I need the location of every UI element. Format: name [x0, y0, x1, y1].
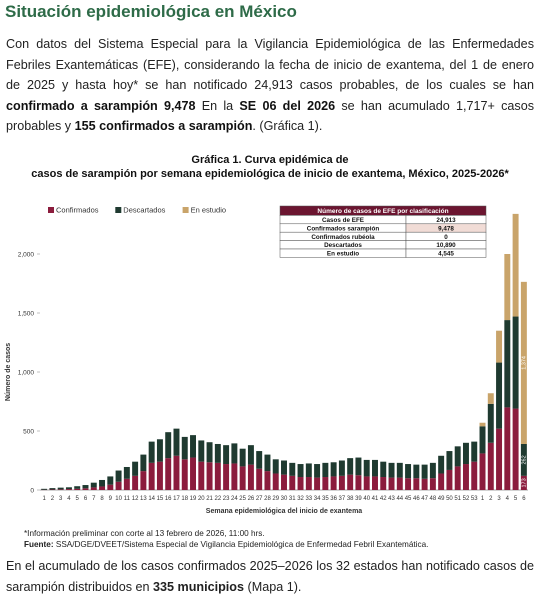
outro-text-1: En el acumulado de los casos confirmados 2025–2026 los 32 estados han notificado casos de sarampión distribuidos en [6, 559, 534, 594]
bar-confirmados [446, 470, 452, 490]
bar-confirmados [496, 429, 502, 490]
x-tick-label: 26 [247, 496, 255, 502]
bar-descartados [314, 464, 320, 478]
x-tick-label: 37 [338, 496, 346, 502]
table-row-label: Casos de EFE [322, 217, 364, 224]
bar-confirmados [380, 477, 386, 490]
outro-paragraph [6, 556, 534, 597]
bar-confirmados [405, 478, 411, 490]
x-tick-label: 47 [421, 496, 428, 502]
outro-text-2: (Mapa 1). [244, 579, 302, 594]
bar-confirmados [314, 478, 320, 490]
bar-confirmados [331, 476, 337, 490]
x-tick-label: 52 [462, 496, 470, 502]
source-line [24, 540, 428, 549]
x-tick-label: 15 [156, 496, 164, 502]
bar-descartados [405, 464, 411, 478]
legend-swatch [183, 207, 189, 213]
x-tick-label: 18 [181, 496, 189, 502]
x-tick-label: 30 [280, 496, 288, 502]
legend-swatch [115, 207, 121, 213]
bar-descartados [513, 317, 519, 409]
bar-descartados [49, 488, 55, 489]
bar-descartados [273, 459, 279, 473]
legend-label: Descartados [123, 205, 166, 215]
x-tick-label: 39 [355, 496, 362, 502]
bar-descartados [463, 443, 469, 464]
x-tick-label: 43 [388, 496, 395, 502]
x-tick-label: 25 [239, 496, 246, 502]
bar-confirmados [223, 464, 229, 490]
intro-week: SE 06 del 2026 [239, 98, 336, 113]
x-tick-label: 16 [164, 496, 172, 502]
x-tick-label: 35 [322, 496, 329, 502]
bar-confirmados [455, 466, 461, 490]
x-tick-label: 6 [83, 496, 88, 502]
x-tick-label: 41 [371, 496, 379, 502]
intro-text-1: Con datos del Sistema Especial para la Vigilancia Epidemiológica de las Enfermedades Febriles Exantemáticas (EFE), considerando la fecha de inicio de exantema, del 1 de enero de 2025 y hasta hoy* se han notificado 24,913 casos probables, de los cuales se han [6, 37, 534, 92]
bar-confirmados [463, 464, 469, 490]
bar-confirmados [149, 463, 155, 490]
bar-descartados [496, 363, 502, 429]
x-tick-label: 34 [313, 496, 321, 502]
bar-descartados [322, 463, 328, 477]
x-tick-label: 7 [92, 496, 96, 502]
bar-descartados [182, 437, 188, 459]
legend-swatch [48, 207, 54, 213]
bar-confirmados [248, 465, 254, 490]
x-tick-label: 10 [115, 496, 122, 502]
x-tick-label: 49 [437, 496, 445, 502]
bar-descartados [480, 426, 486, 453]
bar-confirmados [480, 453, 486, 490]
bar-confirmados [504, 407, 510, 490]
bar-descartados [83, 485, 89, 488]
x-tick-label: 44 [396, 496, 404, 502]
bar-confirmados [289, 476, 295, 490]
intro-paragraph [6, 34, 534, 137]
bar-descartados [165, 432, 171, 458]
x-tick-label: 22 [214, 496, 222, 502]
x-tick-label: 6 [522, 496, 526, 502]
intro-confirmed-week: 155 confirmados a sarampión [74, 119, 253, 133]
bar-descartados [397, 463, 403, 478]
bar-confirmados [389, 478, 395, 490]
bar-confirmados [339, 476, 345, 490]
bar-confirmados [58, 489, 64, 490]
source-label: Fuente: [24, 540, 54, 549]
bar-confirmados [397, 478, 403, 490]
bar-descartados [380, 462, 386, 477]
x-tick-label: 27 [255, 496, 263, 502]
bar-confirmados [240, 466, 246, 490]
intro-text-2: En la [195, 98, 240, 113]
x-tick-label: 21 [206, 496, 213, 502]
bar-confirmados [74, 489, 80, 490]
x-tick-label: 24 [231, 496, 238, 502]
x-tick-label: 17 [173, 496, 180, 502]
bar-descartados [174, 429, 180, 456]
bar-descartados [58, 488, 64, 490]
bar-descartados [198, 440, 204, 461]
bar-descartados [446, 451, 452, 470]
bar-descartados [430, 463, 436, 478]
y-tick-label: 500 [23, 428, 34, 436]
x-tick-label: 51 [454, 496, 462, 502]
bar-confirmados [215, 463, 221, 490]
bar-confirmados [190, 458, 196, 490]
x-tick-label: 32 [297, 496, 304, 502]
bar-descartados [488, 404, 494, 443]
bar-descartados [190, 435, 196, 457]
x-tick-label: 45 [404, 496, 412, 502]
bar-descartados [140, 455, 146, 472]
bar-confirmados [165, 458, 171, 490]
table-header-text: Número de casos de EFE por clasificación [317, 207, 449, 215]
page-title: Situación epidemiológica en México [5, 2, 297, 21]
chart-title-line1: Gráfica 1. Curva epidémica de [191, 154, 349, 166]
x-tick-label: 2 [50, 496, 55, 502]
x-tick-label: 1 [480, 496, 485, 502]
intro-confirmed: confirmado a sarampión 9,478 [6, 98, 196, 113]
bar-confirmados [413, 478, 419, 490]
bar-descartados [41, 489, 47, 490]
bar-confirmados [132, 476, 138, 490]
bar-descartados [306, 463, 312, 477]
x-tick-label: 46 [412, 496, 420, 502]
bar-en-estudio [488, 393, 494, 404]
bar-confirmados [83, 488, 89, 490]
bar-en-estudio [496, 331, 502, 363]
bar-confirmados [355, 475, 361, 490]
bar-descartados [99, 480, 105, 486]
x-tick-label: 50 [446, 496, 453, 502]
bar-descartados [331, 462, 337, 476]
y-axis-label: Número de casos [5, 342, 12, 402]
y-tick-label: 1,000 [17, 369, 34, 377]
table-row-value: 0 [444, 233, 448, 241]
bar-descartados [157, 439, 163, 461]
intro-text-3: se han acumulado 1,717+ casos probables y [6, 98, 535, 133]
table-row-value: 9,478 [438, 225, 454, 233]
table-row-label: Confirmados rubéola [311, 233, 375, 241]
bar-confirmados [364, 476, 370, 490]
x-tick-label: 29 [272, 496, 280, 502]
bar-descartados [116, 471, 122, 482]
bar-descartados [347, 458, 353, 475]
x-tick-label: 2 [489, 496, 493, 502]
epidemic-curve-chart [0, 198, 540, 526]
x-tick-label: 14 [148, 496, 156, 502]
table-row-value: 10,890 [436, 242, 456, 250]
bar-descartados [264, 455, 270, 472]
bar-confirmados [347, 475, 353, 490]
bar-confirmados [306, 477, 312, 490]
bar-confirmados [207, 462, 213, 490]
bar-confirmados [438, 473, 444, 490]
bar-confirmados [281, 475, 287, 490]
bar-confirmados [273, 473, 279, 490]
x-tick-label: 1 [42, 496, 46, 502]
bar-descartados [413, 465, 419, 479]
bar-confirmados [198, 462, 204, 490]
bar-descartados [74, 486, 80, 489]
bar-confirmados [116, 482, 122, 490]
bar-confirmados [157, 462, 163, 490]
bar-confirmados [513, 409, 519, 490]
bar-confirmados [182, 459, 188, 490]
bar-descartados [124, 467, 130, 479]
x-tick-label: 38 [346, 496, 354, 502]
bar-descartados [355, 458, 361, 476]
bar-descartados [471, 442, 477, 462]
bar-descartados [389, 463, 395, 478]
x-tick-label: 31 [288, 496, 296, 502]
table-row-value: 24,913 [436, 217, 456, 224]
source-text: SSA/DGE/DVEET/Sistema Especial de Vigilancia Epidemiológica de Enfermedad Febril Exantemática. [53, 540, 429, 549]
x-tick-label: 5 [75, 496, 79, 502]
x-tick-label: 42 [379, 496, 387, 502]
data-label: 173 [521, 478, 528, 488]
x-tick-label: 40 [363, 496, 371, 502]
x-tick-label: 12 [131, 496, 139, 502]
x-tick-label: 3 [59, 496, 63, 502]
bar-confirmados [231, 463, 237, 490]
summary-table [280, 206, 486, 258]
x-tick-label: 4 [67, 496, 71, 502]
x-tick-label: 5 [513, 496, 518, 502]
bar-descartados [248, 445, 254, 464]
bar-confirmados [91, 487, 97, 490]
y-tick-label: 1,500 [17, 310, 34, 318]
bar-confirmados [107, 485, 113, 490]
bar-descartados [132, 462, 138, 476]
y-tick-label: 2,000 [17, 251, 34, 259]
outro-municipalities: 335 municipios [153, 579, 245, 594]
bar-en-estudio [504, 254, 510, 320]
x-tick-label: 9 [108, 496, 112, 502]
data-label: 1,374 [521, 356, 528, 370]
bar-confirmados [471, 462, 477, 490]
bar-descartados [298, 464, 304, 477]
x-tick-label: 20 [197, 496, 205, 502]
x-tick-label: 48 [429, 496, 437, 502]
x-axis-label: Semana epidemiológica del inicio de exantema [205, 508, 363, 515]
bar-descartados [504, 320, 510, 407]
data-label: 262 [521, 455, 528, 465]
x-tick-label: 4 [505, 496, 509, 502]
x-tick-label: 13 [140, 496, 147, 502]
bar-descartados [364, 460, 370, 477]
bar-confirmados [66, 489, 72, 490]
x-tick-label: 8 [100, 496, 104, 502]
bar-confirmados [174, 456, 180, 490]
bar-confirmados [322, 477, 328, 490]
bar-confirmados [298, 477, 304, 490]
bar-descartados [223, 445, 229, 464]
bar-descartados [240, 449, 246, 467]
bar-descartados [422, 465, 428, 479]
bar-confirmados [430, 478, 436, 490]
bar-descartados [339, 461, 345, 476]
bar-descartados [107, 476, 113, 484]
bar-descartados [215, 444, 221, 463]
bar-descartados [455, 446, 461, 466]
chart-title-line2: casos de sarampión por semana epidemiológica de inicio de exantema, México, 2025-2026* [31, 168, 509, 180]
bar-confirmados [422, 479, 428, 490]
bar-confirmados [99, 486, 105, 490]
x-tick-label: 11 [123, 496, 130, 502]
bar-confirmados [372, 476, 378, 490]
bar-descartados [289, 463, 295, 476]
table-row-label: Descartados [324, 242, 362, 250]
legend-label: Confirmados [56, 205, 99, 215]
legend-label: En estudio [190, 205, 227, 215]
x-tick-label: 19 [189, 496, 197, 502]
x-tick-label: 28 [264, 496, 271, 502]
bar-descartados [372, 460, 378, 477]
bar-descartados [91, 483, 97, 488]
bar-en-estudio [480, 423, 486, 427]
table-row-label: Confirmados sarampión [306, 225, 380, 233]
footnote: *Información preliminar con corte al 13 febrero de 2026, 11:00 hrs. [24, 529, 265, 538]
bar-descartados [149, 442, 155, 463]
x-tick-label: 33 [305, 496, 313, 502]
intro-text-4: . (Gráfica 1). [252, 119, 323, 133]
bar-confirmados [488, 443, 494, 490]
bar-descartados [256, 451, 262, 469]
bar-descartados [66, 487, 72, 489]
bar-descartados [231, 443, 237, 463]
bar-confirmados [264, 471, 270, 490]
bar-confirmados [256, 469, 262, 490]
x-tick-label: 23 [222, 496, 230, 502]
table-row-value: 4,545 [438, 250, 454, 258]
x-tick-label: 53 [470, 496, 478, 502]
bar-descartados [207, 442, 213, 462]
table-row-label: En estudio [326, 250, 360, 258]
bar-en-estudio [513, 214, 519, 317]
bar-confirmados [124, 479, 130, 490]
x-tick-label: 36 [330, 496, 337, 502]
y-tick-label: 0 [30, 487, 34, 495]
bar-descartados [281, 461, 287, 475]
bar-descartados [438, 456, 444, 474]
bar-confirmados [140, 471, 146, 490]
x-tick-label: 3 [497, 496, 501, 502]
